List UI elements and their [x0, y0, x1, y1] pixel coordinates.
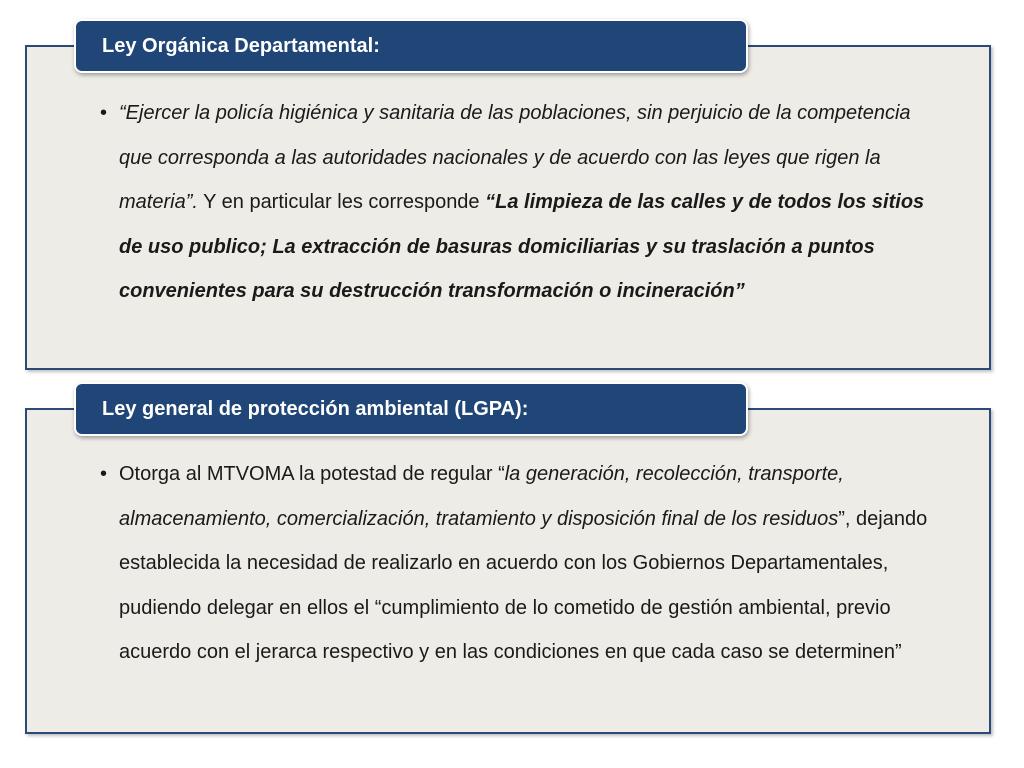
lgpa-rest: ”, dejando establecida la necesidad de realizarlo en acuerdo con los Gobiernos Departamentales, pudiendo delegar en ellos el “cumplimiento de lo cometido de gestión ambiental, previo acuerdo con el jerarca respectivo y en las condiciones en que cada caso se determinen”	[119, 507, 928, 663]
bullet-icon: •	[100, 102, 108, 124]
lgpa-text	[100, 452, 930, 675]
ley-organica-emphasis: “La limpieza de las calles y de todos los sitios de uso publico; La extracción de basuras domiciliarias y su traslación a puntos convenientes para su destrucción transformación o incineración”	[119, 191, 925, 302]
list-item	[100, 452, 930, 675]
lgpa-title: Ley general de protección ambiental (LGPA):	[74, 382, 748, 436]
ley-organica-text	[100, 91, 930, 314]
ley-organica-connector: Y en particular les corresponde	[197, 191, 486, 213]
ley-organica-quote: “Ejercer la policía higiénica y sanitaria de las poblaciones, sin perjuicio de la competencia que corresponda a las autoridades nacionales y de acuerdo con las leyes que rigen la materia”.	[119, 102, 911, 213]
list-item	[100, 91, 930, 314]
lgpa-intro: Otorga al MTVOMA la potestad de regular “	[119, 463, 505, 485]
ley-organica-title: Ley Orgánica Departamental:	[74, 19, 748, 73]
lgpa-quote: la generación, recolección, transporte, almacenamiento, comercialización, tratamiento y disposición final de los residuos	[119, 463, 844, 530]
bullet-icon: •	[100, 463, 108, 485]
